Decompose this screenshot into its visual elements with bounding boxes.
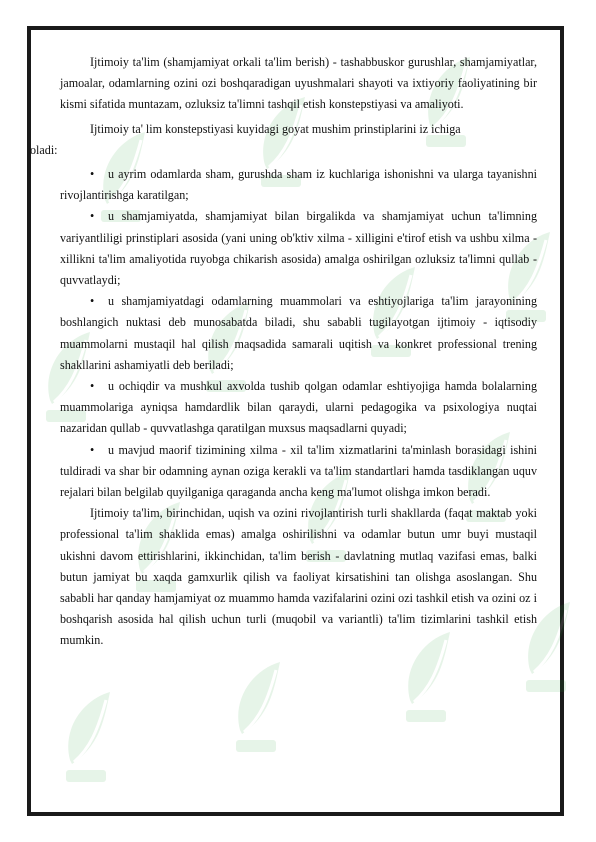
- principle-bullet-3: [60, 291, 537, 376]
- document-body: [30, 52, 537, 652]
- principles-lead-text: Ijtimoiy ta' lim konstepstiyasi kuyidagi goyat mushim prinstiplarini iz ichiga: [90, 121, 461, 136]
- principle-bullet-text: u ayrim odamlarda sham, gurushda sham iz kuchlariga ishonishni va ularga tayanishni rivojlantirishga karatilgan;: [60, 167, 537, 203]
- bullet-icon: •: [90, 167, 95, 182]
- principle-bullet-text: u shamjamiyatdagi odamlarning muammolari va eshtiyojlariga ta'lim jarayonining boshlangich nuktasi deb munosabatda biladi, shu sababli tugilayotgan ijtimoiy - iqtisodiy muammolarni mustaqil hal qilish maqsadida samarali uqitish va konkret professional trening shakllarini ashamiyatli deb beriladi;: [60, 294, 537, 372]
- bullet-icon: •: [90, 379, 95, 394]
- bullet-icon: •: [90, 294, 95, 309]
- principles-lead-continuation: oladi:: [30, 142, 58, 157]
- principle-bullet-5: [60, 440, 537, 504]
- principle-bullet-text: u mavjud maorif tizimining xilma - xil ta'lim xizmatlarini ta'minlash borasidagi ishini tuldiradi va shar bir odamning aynan oziga kerakli va ta'lim standartlari hamda tasdiklangan uquv rejalari bilan belgilab quyilganiga qaraganda ancha keng ma'lumot olishga imkon beradi.: [60, 442, 537, 500]
- principle-bullet-text: u shamjamiyatda, shamjamiyat bilan birgalikda va shamjamiyat uchun ta'limning variyantliligi prinstiplari asosida (yani uning ob'ktiv xilma - xilligini e'tirof etish va ushbu xilma - xillikni ta'lim amaliyotida ruyobga chikarish asosida) amalga oshirilgan ozluksiz ta'limni qullab - quvvatlaydi;: [60, 209, 537, 288]
- intro-paragraph: Ijtimoiy ta'lim (shamjamiyat orkali ta'lim berish) - tashabbuskor gurushlar, shamjamiyatlar, jamoalar, odamlarning ozini ozi boshqaradigan uyushmalari shayoti va ixtiyoriy faoliyatining bir kismi sifatida muntazam, ozluksiz ta'limni tashqil etish konstepstiyasi va amaliyoti.: [60, 55, 537, 112]
- bullet-icon: •: [90, 209, 95, 224]
- principle-bullet-4: [60, 376, 537, 440]
- closing-paragraph: Ijtimoiy ta'lim, birinchidan, uqish va ozini rivojlantirish turli shakllarda (faqat maktab yoki professional ta'lim shaklida emas) amalga oshirilishni va odamlar butun umr buyi mustaqil ukishni davom ettirishlarini, ikkinchidan, ta'lim berish - davlatning mutlaq vazifasi emas, balki butun jamiyat bu xaqda gamxurlik qilish va faoliyat kirsatishini tan olishga asoslangan. Shu sababli har qanday hamjamiyat oz muammo hamda vazifalarini ozini ozi tashkil etish va ozini oz i boshqarish asosida hal qilish uchun turli (muqobil va variantli) ta'lim tizimlarini tashkil etish mumkin.: [60, 506, 537, 648]
- principle-bullet-text: u ochiqdir va mushkul axvolda tushib qolgan odamlar eshtiyojiga hamda bolalarning muammolariga ayniqsa hamdardlik bilan qaraydi, ularni pedagogika va psixologiya nuqtai nazaridan qullab - quvvatlashga qaratilgan muxsus maqsadlarni quyadi;: [60, 379, 537, 436]
- bullet-icon: •: [90, 442, 95, 457]
- principle-bullet-2: [60, 206, 537, 291]
- principles-lead-paragraph: [30, 119, 537, 161]
- principle-bullet-1: [60, 164, 537, 206]
